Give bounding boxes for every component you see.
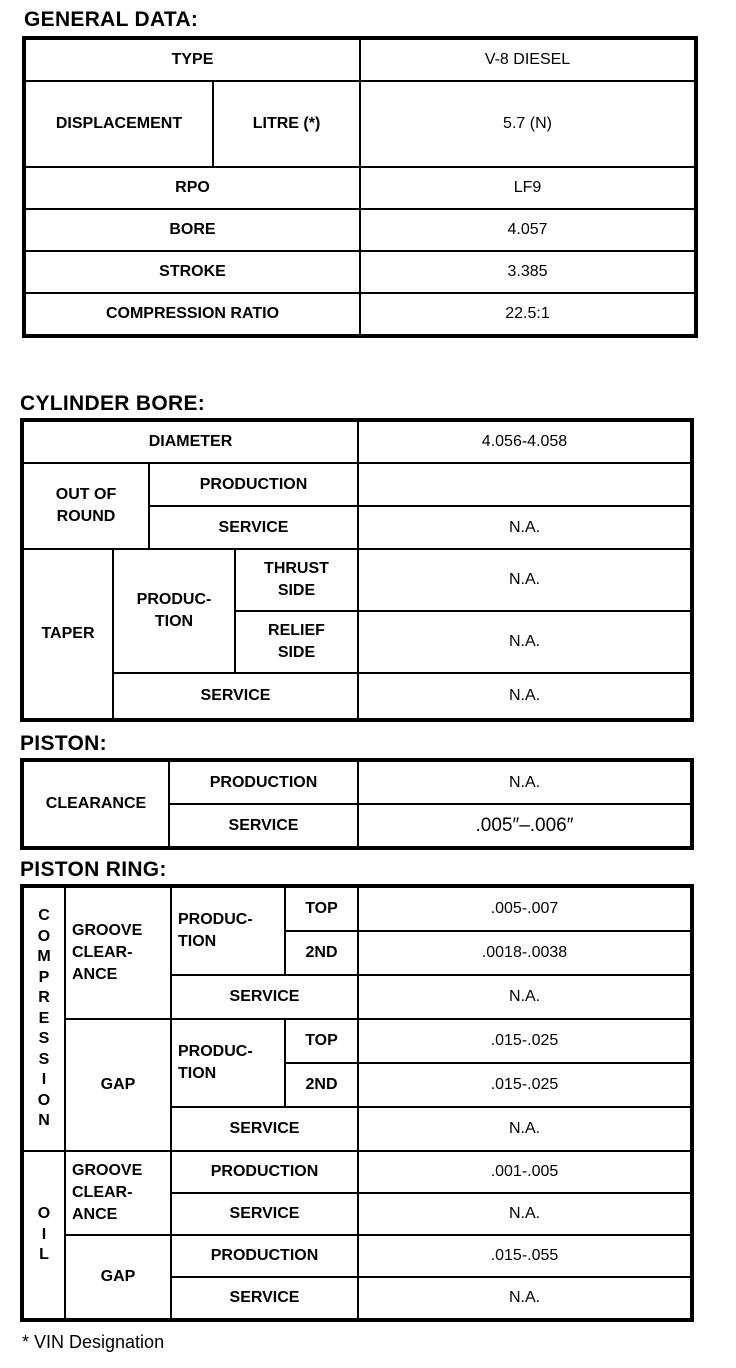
comp-gap-production-label: PRODUC- TION [171, 1019, 285, 1107]
thrust-side-label: THRUST SIDE [235, 549, 358, 611]
vin-footnote: * VIN Designation [22, 1332, 165, 1352]
oil-groove-clearance-label: GROOVE CLEAR- ANCE [65, 1151, 171, 1235]
comp-groove-clearance-label: GROOVE CLEAR- ANCE [65, 887, 171, 1019]
cylinder-bore-table [20, 418, 694, 722]
comp-gap-top-label: TOP [285, 1019, 358, 1063]
comp-groove-top-label: TOP [285, 887, 358, 931]
oil-groove-production-label: PRODUCTION [171, 1151, 358, 1193]
thrust-side-value: N.A. [358, 549, 691, 611]
type-label: TYPE [25, 39, 360, 81]
rpo-value: LF9 [360, 167, 695, 209]
oor-production-value [358, 463, 691, 506]
piston-ring-heading: PISTON RING: [20, 858, 167, 881]
oil-gap-production-label: PRODUCTION [171, 1235, 358, 1277]
taper-service-value: N.A. [358, 673, 691, 719]
oil-letter: O [37, 1205, 51, 1223]
piston-heading: PISTON: [20, 732, 107, 755]
relief-side-label: RELIEF SIDE [235, 611, 358, 673]
displacement-value: 5.7 (N) [360, 81, 695, 167]
comp-groove-production-label: PRODUC- TION [171, 887, 285, 975]
type-value: V-8 DIESEL [360, 39, 695, 81]
compression-letter: S [38, 1050, 50, 1068]
oil-gap-service-label: SERVICE [171, 1277, 358, 1319]
oor-service-value: N.A. [358, 506, 691, 549]
comp-groove-top-value: .005-.007 [358, 887, 691, 931]
rpo-label: RPO [25, 167, 360, 209]
compression-letter: I [41, 1071, 47, 1089]
oor-service-label: SERVICE [149, 506, 358, 549]
oil-groove-service-label: SERVICE [171, 1193, 358, 1235]
diameter-value: 4.056-4.058 [358, 421, 691, 463]
bore-label: BORE [25, 209, 360, 251]
taper-production-label: PRODUC- TION [113, 549, 235, 673]
compression-letter: C [38, 907, 50, 925]
compression-ratio-value: 22.5:1 [360, 293, 695, 335]
comp-gap-service-value: N.A. [358, 1107, 691, 1151]
oil-letter: L [39, 1246, 49, 1264]
piston-production-value: N.A. [358, 761, 691, 804]
compression-letter: R [38, 989, 50, 1007]
comp-groove-service-label: SERVICE [171, 975, 358, 1019]
piston-table [20, 758, 694, 850]
oil-gap-service-value: N.A. [358, 1277, 691, 1319]
piston-service-value: .005″–.006″ [358, 804, 691, 847]
comp-gap-top-value: .015-.025 [358, 1019, 691, 1063]
stroke-value: 3.385 [360, 251, 695, 293]
stroke-label: STROKE [25, 251, 360, 293]
oil-groove-service-value: N.A. [358, 1193, 691, 1235]
comp-gap-2nd-value: .015-.025 [358, 1063, 691, 1107]
compression-letter: O [37, 1091, 51, 1109]
oil-gap-production-value: .015-.055 [358, 1235, 691, 1277]
comp-gap-service-label: SERVICE [171, 1107, 358, 1151]
general-data-heading: GENERAL DATA: [24, 8, 199, 31]
comp-groove-service-value: N.A. [358, 975, 691, 1019]
comp-gap-label: GAP [65, 1019, 171, 1151]
compression-letter: P [38, 968, 50, 986]
compression-letter: S [38, 1030, 50, 1048]
displacement-label: DISPLACEMENT [25, 81, 213, 167]
compression-ratio-label: COMPRESSION RATIO [25, 293, 360, 335]
compression-section-label [23, 887, 65, 1151]
oil-gap-label: GAP [65, 1235, 171, 1319]
taper-label: TAPER [23, 549, 113, 719]
comp-groove-2nd-label: 2ND [285, 931, 358, 975]
general-data-table [22, 36, 698, 338]
out-of-round-label: OUT OF ROUND [23, 463, 149, 549]
clearance-label: CLEARANCE [23, 761, 169, 847]
piston-ring-table [20, 884, 694, 1322]
oor-production-label: PRODUCTION [149, 463, 358, 506]
oil-section-label [23, 1151, 65, 1319]
comp-groove-2nd-value: .0018-.0038 [358, 931, 691, 975]
cylinder-bore-heading: CYLINDER BORE: [20, 392, 206, 415]
oil-groove-production-value: .001-.005 [358, 1151, 691, 1193]
taper-service-label: SERVICE [113, 673, 358, 719]
piston-service-label: SERVICE [169, 804, 358, 847]
compression-letter: O [37, 927, 51, 945]
relief-side-value: N.A. [358, 611, 691, 673]
comp-gap-2nd-label: 2ND [285, 1063, 358, 1107]
piston-production-label: PRODUCTION [169, 761, 358, 804]
diameter-label: DIAMETER [23, 421, 358, 463]
compression-letter: E [38, 1009, 50, 1027]
compression-letter: M [37, 948, 51, 966]
oil-letter: I [41, 1225, 47, 1243]
bore-value: 4.057 [360, 209, 695, 251]
litre-label: LITRE (*) [213, 81, 360, 167]
compression-letter: N [38, 1112, 50, 1130]
